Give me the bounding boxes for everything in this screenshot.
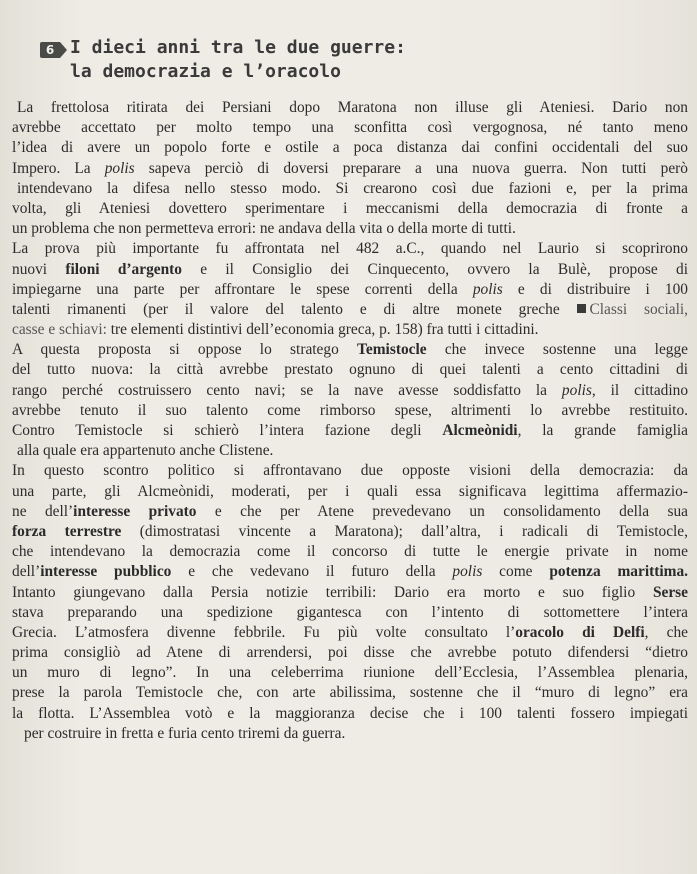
text-run: , che [644,623,688,641]
text-run: del tutto nuova: la città avrebbe prestato ognuno di quei talenti a cento cittadini di [12,361,688,379]
text-run: Impero. La [12,159,105,177]
text-run: la flotta. L’Assemblea votò e la maggioranza decise che i 100 talenti fossero impiegati [12,704,688,722]
bold-term: interesse pubblico [40,563,172,581]
text-run: La frettolosa ritirata dei Persiani dopo Maratona non illuse gli Ateniesi. Dario non [17,99,688,116]
bold-term: Alcmeònidi [442,422,518,439]
text-run: Grecia. L’atmosfera divenne febbrile. Fu più volte consultato l’ [12,623,516,641]
body-text [12,98,688,744]
section-title-line-1: I dieci anni tra le due guerre: [70,37,406,58]
bold-term: oracolo di Delfi [515,623,645,641]
text-line [12,260,688,280]
text-line [12,441,688,461]
text-line [12,502,688,522]
bold-term: Serse [652,583,688,601]
italic-term: polis [561,381,592,399]
section-title [70,36,406,84]
text-line [12,280,688,300]
text-line [12,219,688,239]
text-line [12,401,688,421]
text-run: talenti rimanenti (per il valore del talento e di altre monete greche [12,300,577,318]
text-run: che intendevano la democrazia come il concorso di tutte le energie private in nome [12,543,688,561]
text-run: A questa proposta si oppose lo stratego [12,341,358,359]
text-line [12,603,688,623]
text-run: per costruire in fretta e furia cento triremi da guerra. [24,724,346,742]
text-run: In questo scontro politico si affrontavano due opposte visioni della democrazia: da [12,462,688,480]
text-run: , il cittadino [591,381,688,399]
text-line [12,522,688,542]
text-run: e di distribuire i 100 [502,280,688,298]
italic-term: polis [472,280,503,298]
text-run: prima consigliò ad Atene di arrendersi, poi disse che avrebbe potuto difendersi “dietro [12,644,688,662]
bold-term: interesse privato [73,502,197,520]
text-run: alla quale era appartenuto anche Clistene. [17,442,274,460]
text-run: un problema che non permetteva errori: ne andava della vita o della morte di tutti. [12,220,516,238]
text-line [12,724,688,744]
cross-reference-text: Classi sociali, [589,300,688,318]
text-run: intendevano la difesa nello stesso modo. Si crearono così due fazioni e, per la prima [17,179,688,197]
text-run: rango perché costruissero cento navi; se la nave avesse soddisfatto la [12,381,562,399]
text-line [12,98,688,118]
text-line [12,340,688,360]
bold-term: filoni d’argento [65,260,182,278]
text-line [12,704,688,724]
text-run: impiegarne una parte per affrontare le spese correnti della [12,280,473,298]
text-run: come [482,563,550,581]
text-line [12,583,688,603]
text-run: , la grande famiglia [517,422,688,439]
text-run: volta, gli Ateniesi dovettero sperimentare i meccanismi della democrazia di fronte a [12,199,688,217]
text-line [12,320,688,340]
italic-term: polis [104,159,135,177]
text-line [12,461,688,481]
text-run: Intanto giungevano dalla Persia notizie terribili: Dario era morto e suo figlio [12,583,653,601]
text-run: che invece sostenne una legge [426,341,688,359]
text-line [12,482,688,502]
text-run: ne dell’ [12,502,74,520]
text-line [12,300,688,320]
text-run: tre elementi distintivi dell’economia greca, p. 158) fra tutti i cittadini. [106,321,539,339]
cross-reference-square-icon [577,304,586,313]
italic-term: polis [452,563,483,581]
text-run: avrebbe tenuto il suo talento come rimborso spese, altrimenti lo avrebbe restituito. [12,401,688,419]
text-line [12,381,688,401]
text-run: una parte, gli Alcmeònidi, moderati, per i quali essa significava legittima affermazio- [12,482,688,500]
text-line [12,562,688,582]
text-line [12,683,688,703]
text-line [12,421,688,441]
text-line [12,179,688,199]
text-run: avrebbe accettato per molto tempo una sconfitta così vergognosa, né tanto meno [12,119,688,137]
text-line [12,663,688,683]
bold-term: potenza marittima. [549,563,688,581]
section-number-badge: 6 [40,42,60,58]
text-line [12,159,688,179]
text-run: e che vedevano il futuro della [171,563,453,581]
section-title-line-2: la democrazia e l’oracolo [70,61,341,82]
cross-reference-text: casse e schiavi: [12,321,107,339]
text-run: e il Consiglio dei Cinquecento, ovvero la Bulè, propose di [181,260,688,278]
text-run: stava preparando una spedizione gigantesca con l’intento di sottomettere l’intera [12,603,688,621]
text-line [12,199,688,219]
text-run: nuovi [12,260,66,278]
text-line [12,138,688,158]
text-run: (dimostratasi vincente a Maratona); dall’altra, i radicali di Temistocle, [121,522,688,540]
text-run: e che per Atene prevedevano un consolidamento della sua [196,502,688,520]
text-line [12,360,688,380]
text-run: Contro Temistocle si schierò l’intera fazione degli [12,422,443,439]
text-line [12,118,688,138]
text-line [12,643,688,663]
text-run: l’idea di avere un popolo forte e ostile a poca distanza dai confini occidentali del suo [12,139,688,157]
text-line [12,623,688,643]
text-line [12,542,688,562]
text-run: prese la parola Temistocle che, con arte abilissima, sostenne che il “muro di legno” era [12,684,688,702]
bold-term: forza terrestre [12,522,122,540]
text-run: sapeva perciò di doversi preparare a una nuova guerra. Non tutti però [134,159,688,177]
text-run: dell’ [12,563,41,581]
text-line [12,239,688,259]
text-run: La prova più importante fu affrontata nel 482 a.C., quando nel Laurio si scoprirono [12,240,688,258]
bold-term: Temistocle [357,341,427,359]
text-run: un muro di legno”. In una celeberrima riunione dell’Ecclesia, l’Assemblea plenaria, [12,664,688,682]
